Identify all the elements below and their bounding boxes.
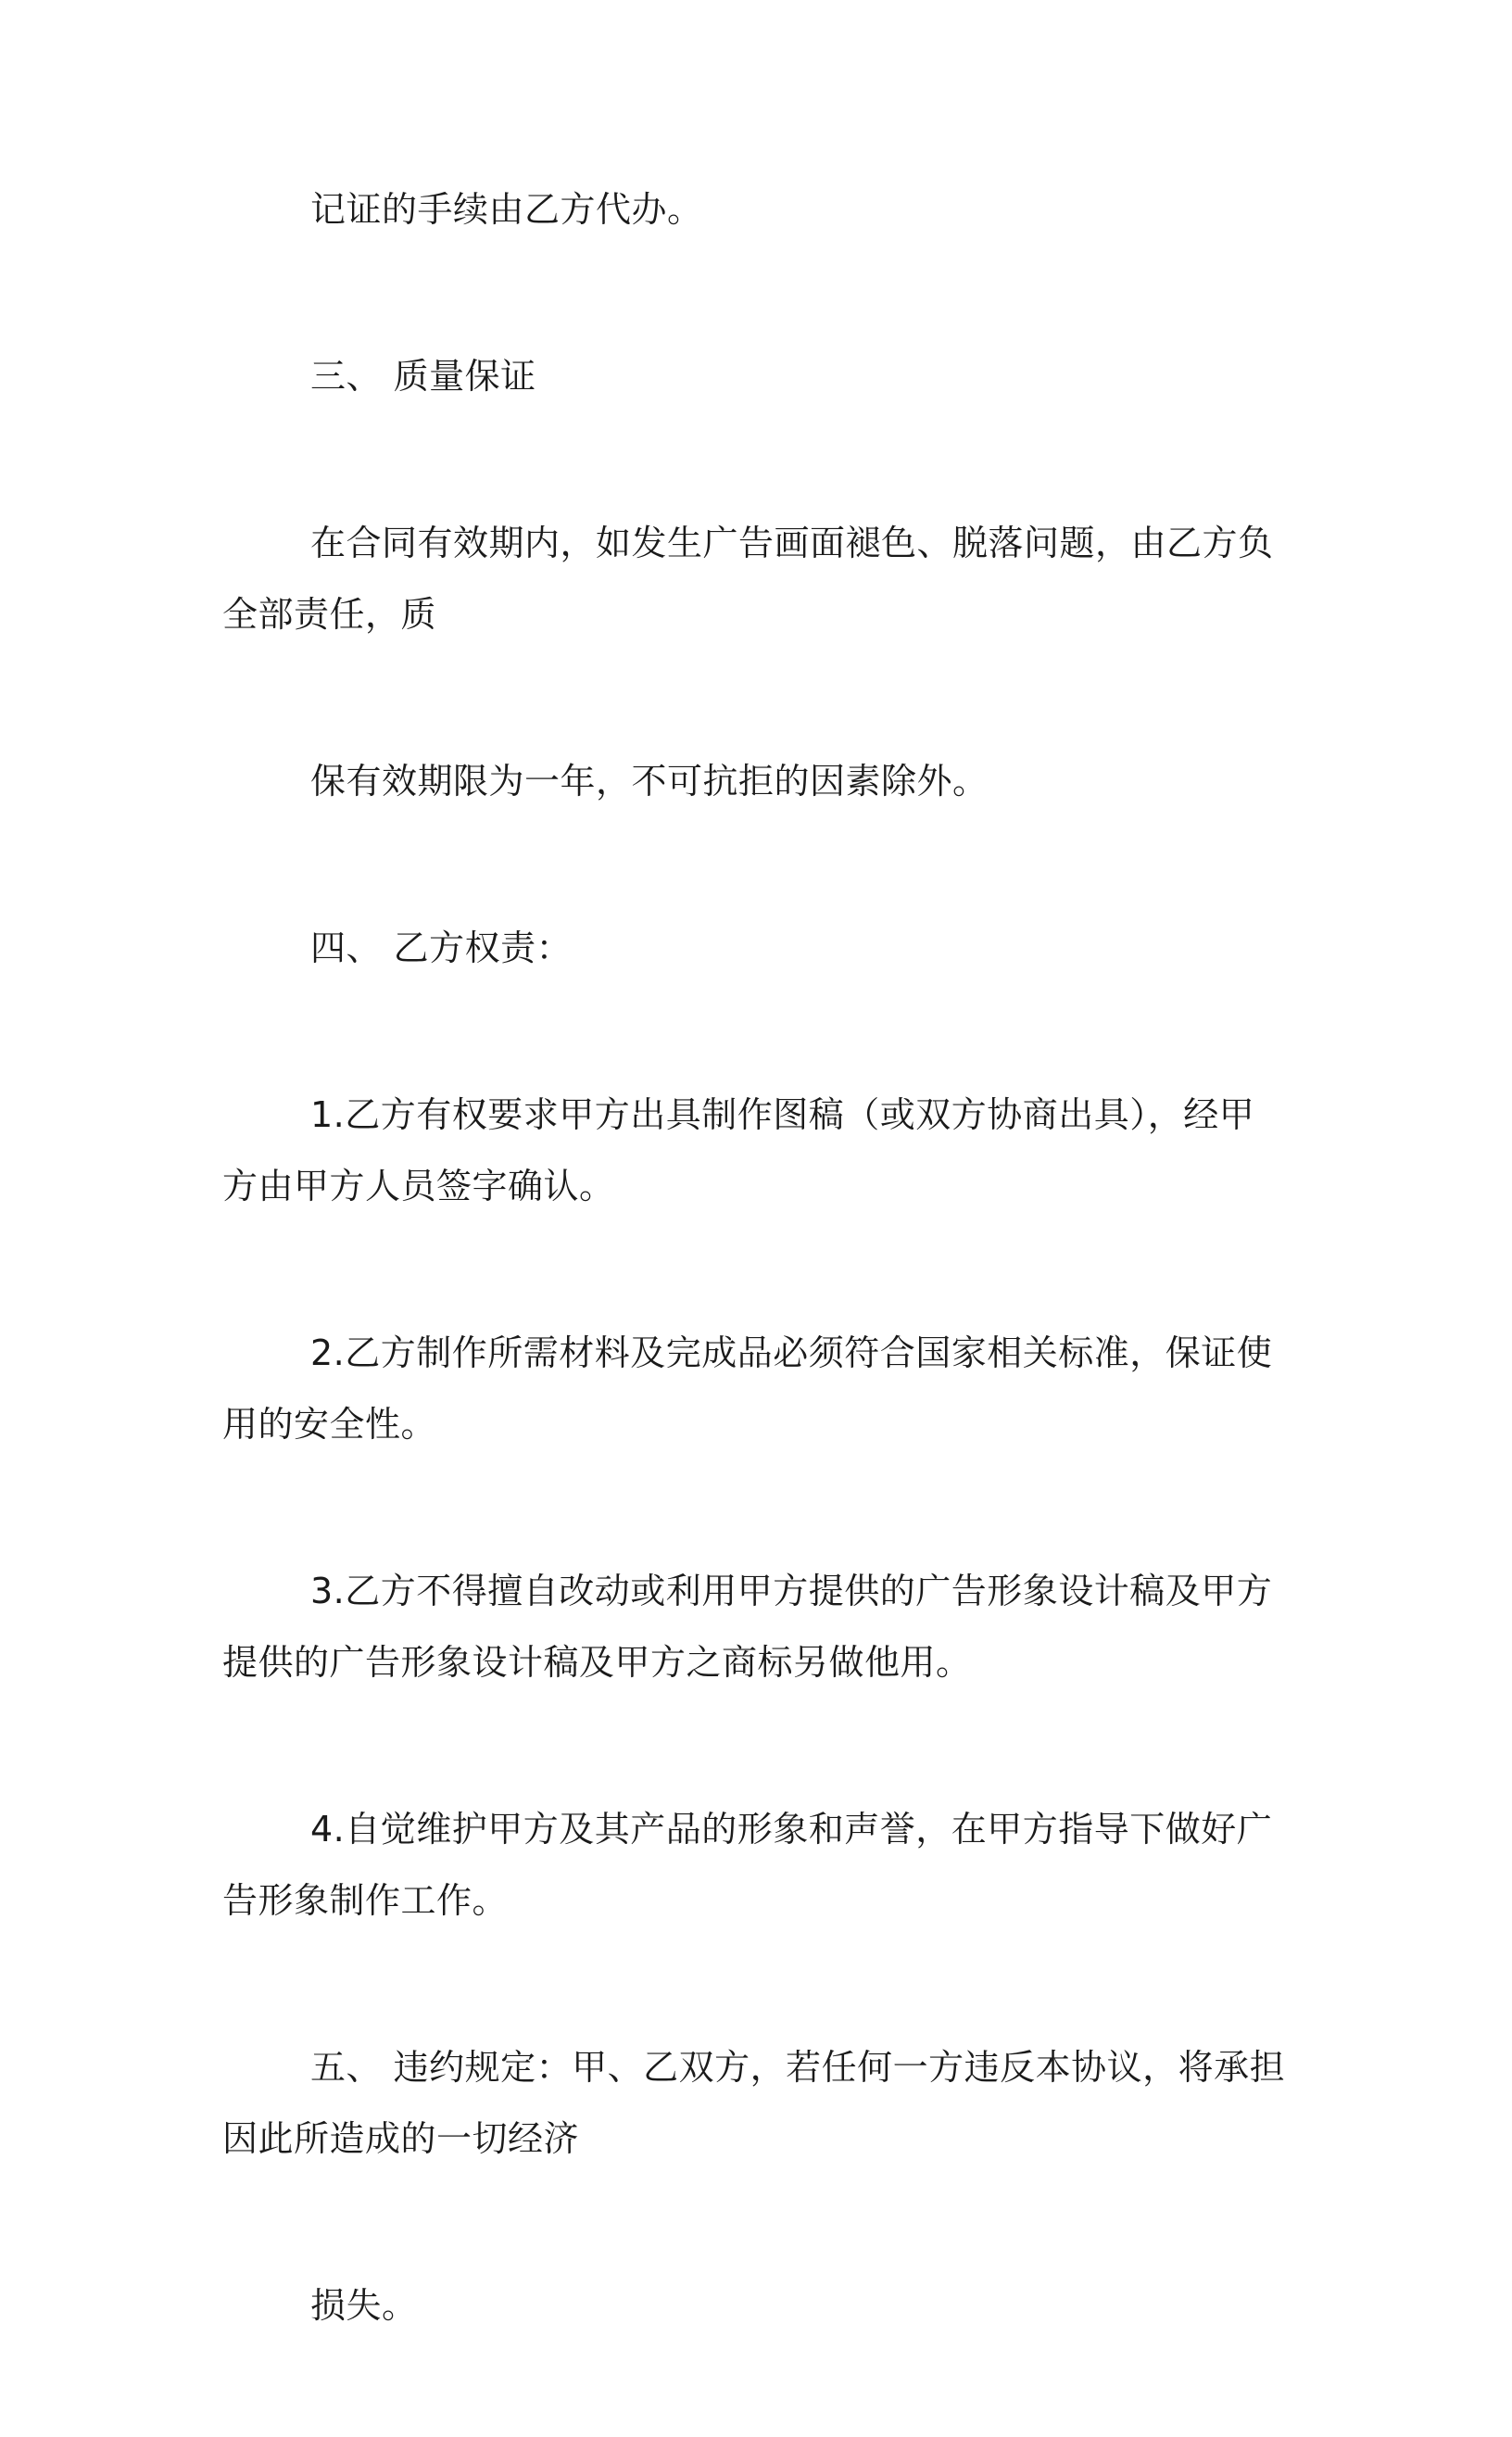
clause-4-brand-reputation: 4.自觉维护甲方及其产品的形象和声誉，在甲方指导下做好广告形象制作工作。 (222, 1809, 1273, 1921)
paragraph-warranty-period: 保有效期限为一年，不可抗拒的因素除外。 (310, 761, 989, 802)
section-heading-quality-guarantee: 三、 质量保证 (310, 356, 536, 397)
section-heading-breach-of-contract: 五、 违约规定：甲、乙双方，若任何一方违反本协议，将承担因此所造成的一切经济 (222, 2047, 1286, 2159)
paragraph-economic-loss: 损失。 (310, 2285, 418, 2326)
clause-1-design-draft: 1.乙方有权要求甲方出具制作图稿（或双方协商出具），经甲方由甲方人员签字确认。 (222, 1094, 1255, 1206)
clause-2-material-standards: 2.乙方制作所需材料及完成品必须符合国家相关标准，保证使用的安全性。 (222, 1332, 1273, 1445)
document-body (222, 174, 1288, 2437)
paragraph-quality-responsibility: 在合同有效期内，如发生广告画面褪色、脱落问题，由乙方负全部责任，质 (222, 523, 1274, 635)
clause-3-design-usage: 3.乙方不得擅自改动或利用甲方提供的广告形象设计稿及甲方提供的广告形象设计稿及甲方之商标另做他用。 (222, 1571, 1273, 1683)
paragraph-registration-procedure: 记证的手续由乙方代办。 (310, 189, 703, 230)
section-heading-party-b-rights: 四、 乙方权责： (310, 928, 573, 968)
